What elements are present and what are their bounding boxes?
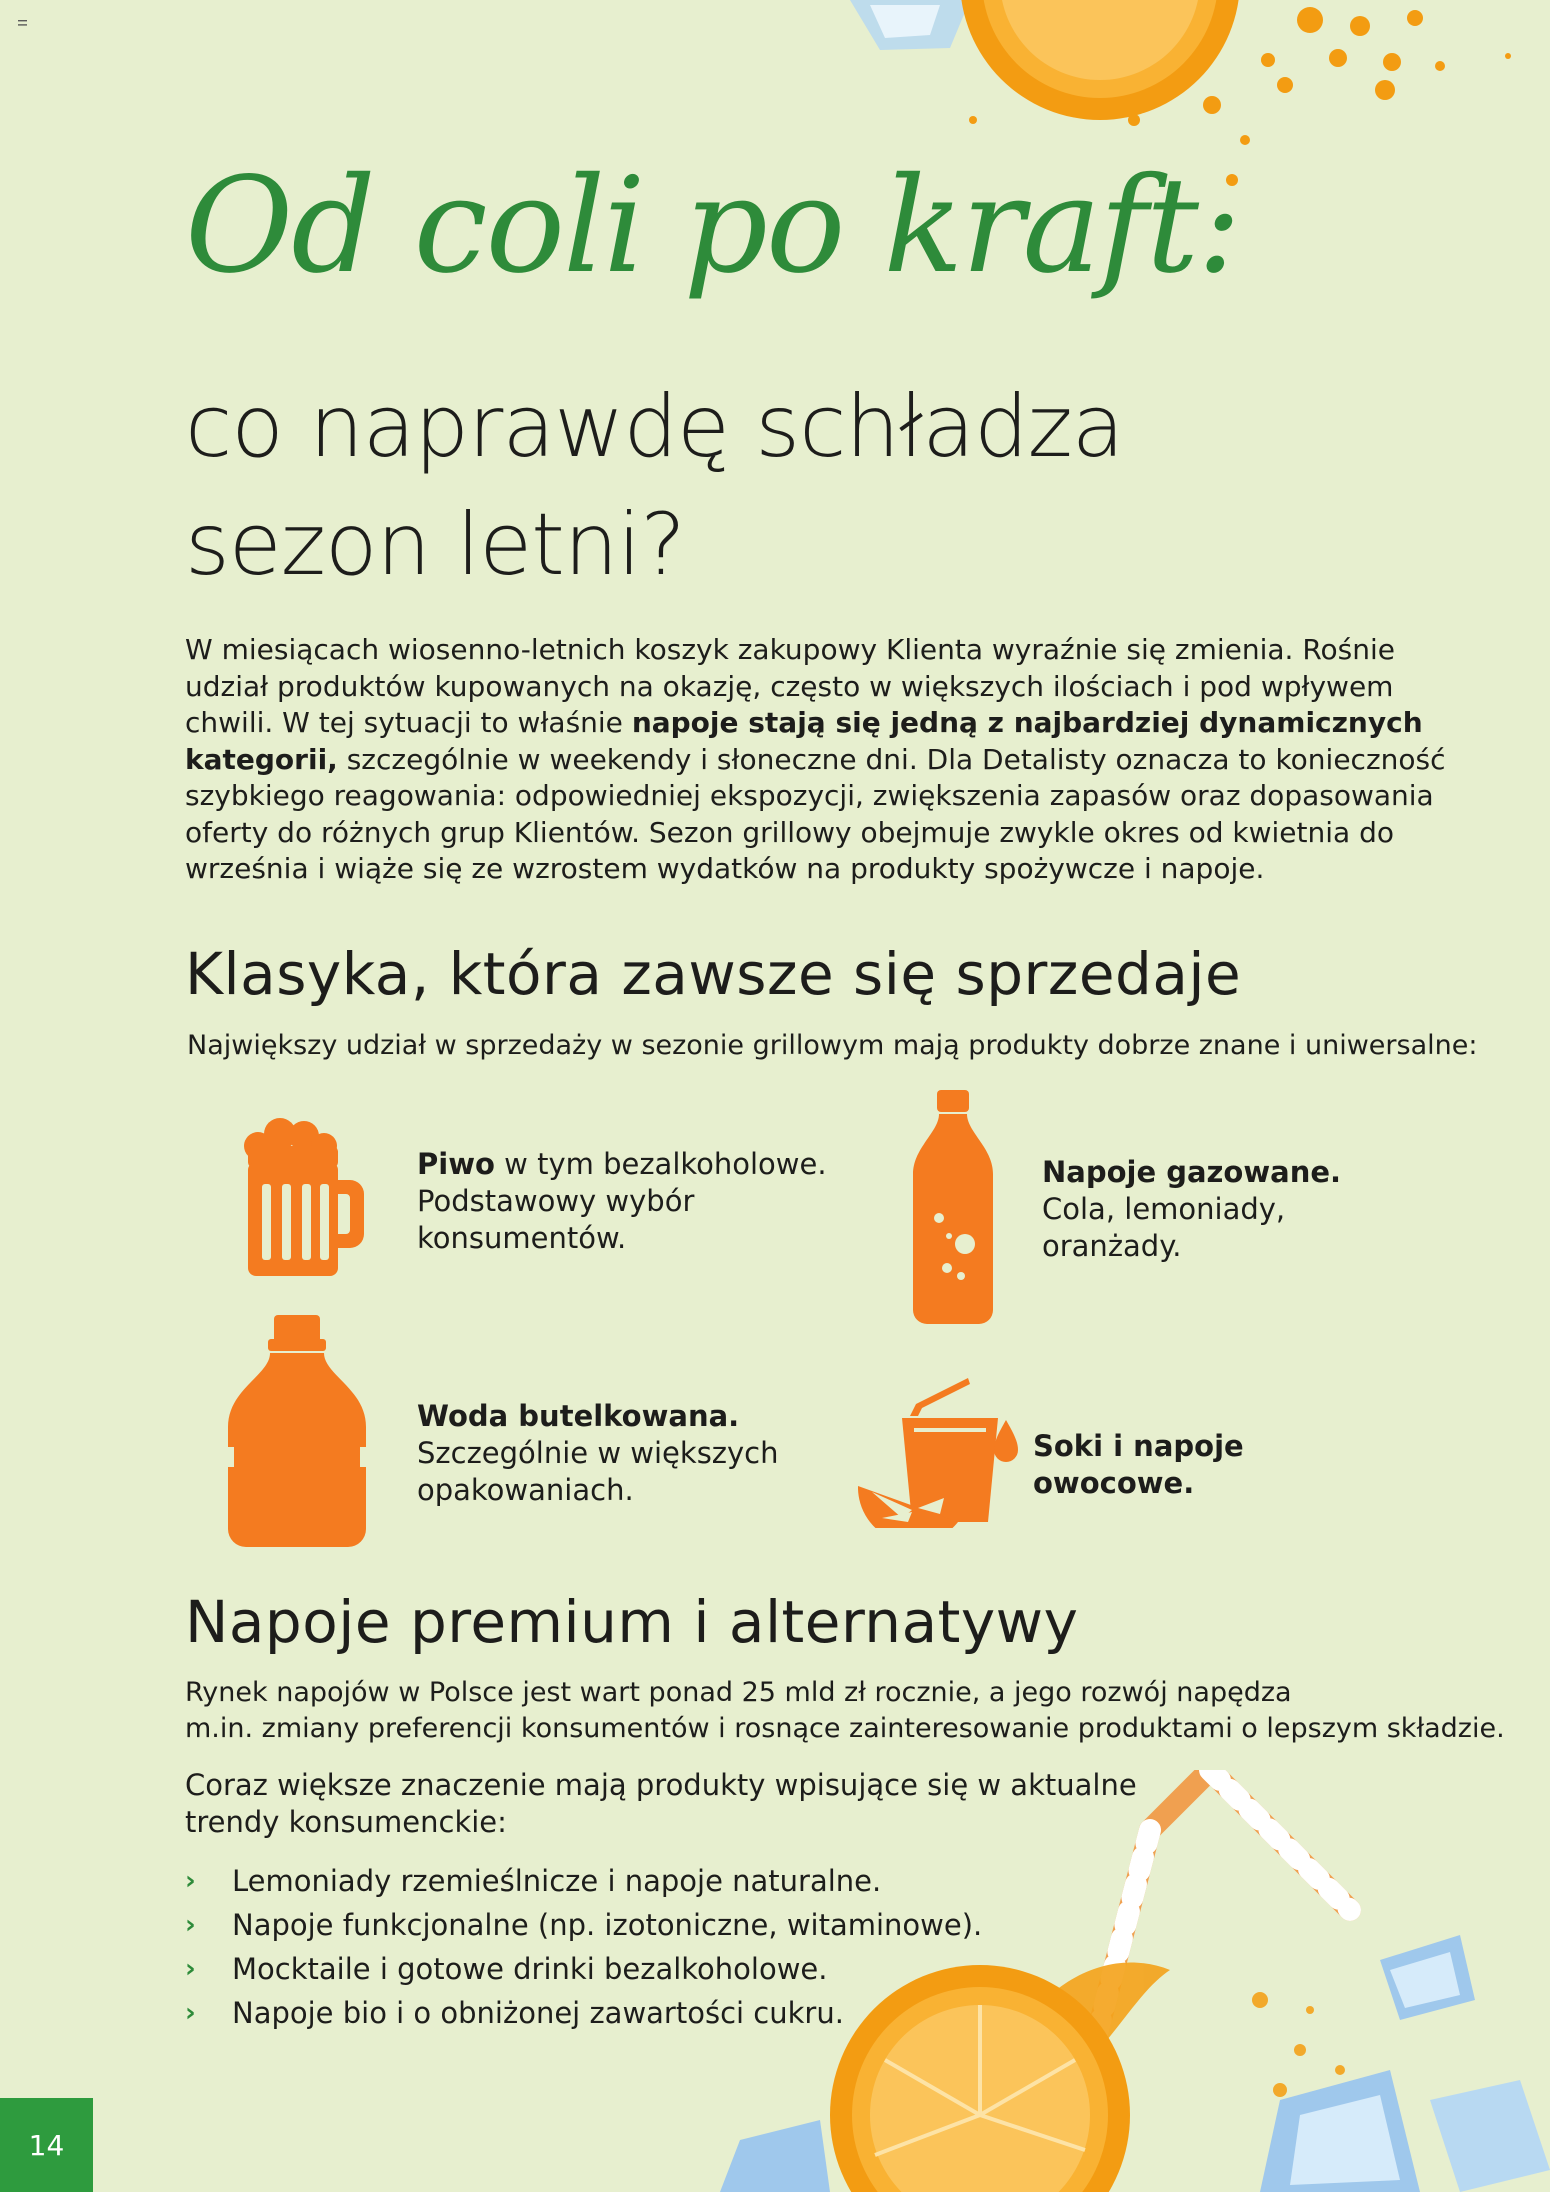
orange-drink-bottom-image (700, 1770, 1550, 2192)
category-soda-text3: oranżady. (1042, 1229, 1182, 1263)
beer-mug-icon (240, 1118, 365, 1276)
intro-text-2: szczególnie w weekendy i słoneczne dni. Dla Detalisty oznacza to konieczność szybkiego reagowania: odpowiedniej ekspozycji, zwiększenia zapasów oraz dopasowania oferty do różnych grup Klientów. Sezon grillowy obejmuje zwykle okres od kwietnia do września i wiąże się ze wzrostem wydatków na produkty spożywcze i napoje. (185, 742, 1446, 885)
category-water-text3: opakowaniach. (417, 1473, 634, 1507)
category-beer-title: Piwo (417, 1147, 495, 1181)
category-beer (417, 1146, 827, 1257)
category-water (417, 1398, 779, 1509)
intro-paragraph (185, 632, 1465, 888)
category-juice (1033, 1428, 1244, 1502)
chevron-right-icon: › (185, 1954, 196, 1984)
page-title-line2: sezon letni? (185, 495, 685, 595)
list-item-text: Lemoniady rzemieślnicze i napoje naturalne. (232, 1864, 882, 1898)
section-heading-classics: Klasyka, która zawsze się sprzedaje (185, 940, 1242, 1008)
category-water-text2: Szczególnie w większych (417, 1436, 779, 1470)
category-juice-title1: Soki i napoje (1033, 1429, 1244, 1463)
category-beer-text3: konsumentów. (417, 1221, 627, 1255)
premium-paragraph-1 (185, 1675, 1505, 1747)
chevron-right-icon: › (185, 1866, 196, 1896)
juice-glass-icon (858, 1368, 1018, 1528)
premium-para2-line1: Coraz większe znaczenie mają produkty wpisujące się w aktualne (185, 1768, 1137, 1802)
chevron-right-icon: › (185, 1910, 196, 1940)
category-water-title: Woda butelkowana. (417, 1399, 740, 1433)
section-heading-premium: Napoje premium i alternatywy (185, 1588, 1079, 1656)
category-juice-title2: owocowe. (1033, 1466, 1195, 1500)
water-jug-icon (228, 1315, 366, 1547)
premium-para2-line2: trendy konsumenckie: (185, 1805, 507, 1839)
soda-bottle-icon (913, 1090, 993, 1326)
list-item-text: Napoje funkcjonalne (np. izotoniczne, witaminowe). (232, 1908, 983, 1942)
script-title: Od coli po kraft: (185, 149, 1240, 303)
intro-text-1: W miesiącach wiosenno-letnich koszyk zakupowy Klienta wyraźnie się zmienia. Rośnie udział produktów kupowanych na okazję, często w większych ilościach i pod wpływem chwili. W tej sytuacji to właśnie (185, 633, 1396, 739)
page-title (185, 368, 1123, 604)
premium-para1-line1: Rynek napojów w Polsce jest wart ponad 25 mld zł rocznie, a jego rozwój napędza (185, 1677, 1292, 1708)
menu-icon (18, 20, 27, 26)
chevron-right-icon: › (185, 1998, 196, 2028)
category-soda (1042, 1154, 1341, 1265)
category-soda-text2: Cola, lemoniady, (1042, 1192, 1286, 1226)
page-number-badge: 14 (0, 2098, 93, 2192)
page-title-line1: co naprawdę schładza (185, 377, 1124, 477)
premium-para1-line2: m.in. zmiany preferencji konsumentów i rosnące zainteresowanie produktami o lepszym składzie. (185, 1713, 1505, 1744)
category-beer-text2: Podstawowy wybór (417, 1184, 695, 1218)
category-beer-text1: w tym bezalkoholowe. (494, 1147, 827, 1181)
category-soda-title: Napoje gazowane. (1042, 1155, 1342, 1189)
list-item-text: Napoje bio i o obniżonej zawartości cukru. (232, 1996, 844, 2030)
section-subtitle-classics: Największy udział w sprzedaży w sezonie grillowym mają produkty dobrze znane i uniwersalne: (187, 1030, 1478, 1061)
intro-text-bold: napoje stają się jedną z najbardziej dynamicznych kategorii, (185, 706, 1423, 776)
list-item-text: Mocktaile i gotowe drinki bezalkoholowe. (232, 1952, 828, 1986)
